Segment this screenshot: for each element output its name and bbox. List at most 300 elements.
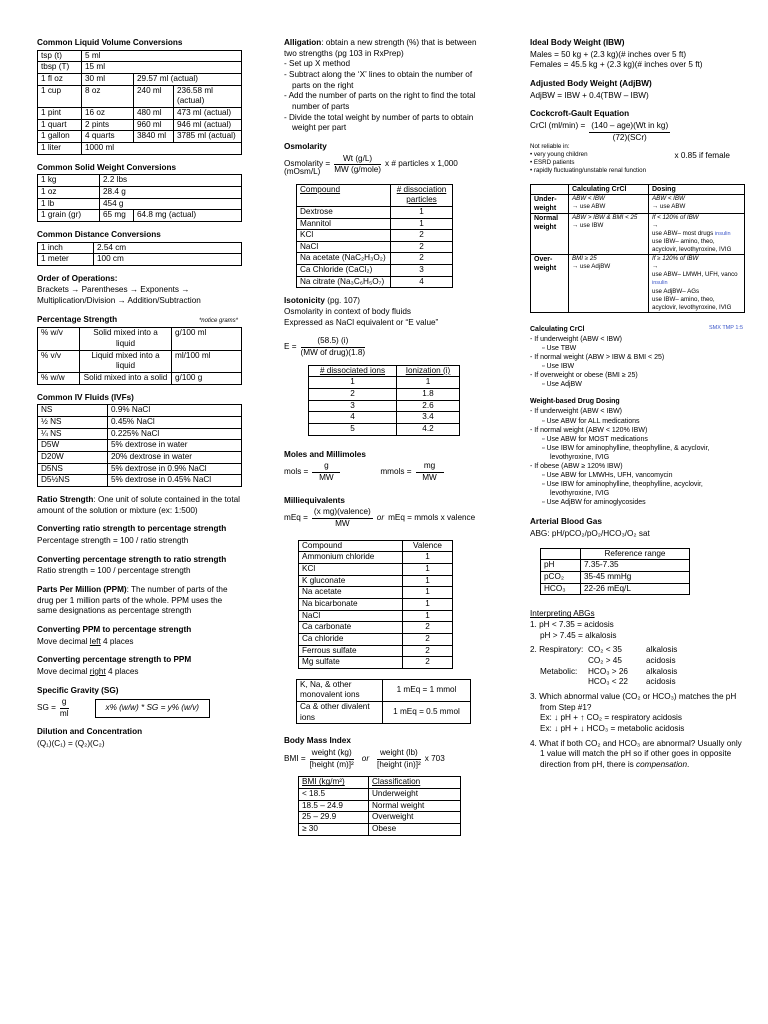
table-cell: 2	[403, 657, 453, 669]
table-row	[299, 575, 453, 587]
table-cell: ½ NS	[38, 417, 108, 429]
numerator: (58.5) (i)	[301, 336, 366, 348]
ratio-strength-section	[37, 495, 242, 516]
table-row	[297, 206, 453, 218]
table-cell: tbsp (T)	[38, 62, 82, 74]
table-row	[299, 824, 461, 836]
column-2	[284, 38, 489, 844]
table-row	[297, 230, 453, 242]
bmi-table	[298, 776, 461, 835]
table-row	[38, 350, 242, 372]
denominator: (72)(SCr)	[612, 132, 647, 142]
step-line	[530, 739, 745, 771]
table-cell: 15 ml	[82, 62, 242, 74]
list-item-text: rapidly fluctuating/unstable renal function	[533, 167, 647, 175]
list-item: - Set up X method	[284, 59, 489, 70]
table-row	[38, 62, 242, 74]
formula-rhs: mEq = mmols x valence	[388, 513, 476, 523]
list-item: • ESRD patients	[530, 159, 575, 167]
sub-list-item: ▫ Use ABW for MOST medications	[550, 435, 745, 444]
denominator: MW	[422, 472, 437, 482]
milliequivalents-title: Milliequivalents	[284, 495, 345, 505]
formula-lhs: BMI =	[284, 753, 306, 763]
cell-line: → use AdjBW	[572, 263, 611, 271]
table-cell: NaCl	[299, 610, 403, 622]
table-cell: 2	[403, 645, 453, 657]
meq-fraction	[312, 507, 373, 529]
table-cell: 4.2	[397, 424, 460, 436]
formula-lhs: mmols =	[380, 467, 412, 477]
distance-conversions-section	[37, 230, 242, 266]
table-row	[297, 276, 453, 288]
table-cell	[649, 255, 745, 313]
table-cell: 1 inch	[38, 242, 94, 254]
table-cell: g/100 g	[172, 373, 242, 385]
cell-line: ABW < IBW	[572, 194, 605, 202]
abg-result: acidosis	[646, 656, 676, 666]
iv-fluids-table	[37, 404, 242, 487]
table-cell: pH	[541, 560, 581, 572]
interpreting-abgs-section	[530, 609, 745, 770]
order-of-operations-line: Multiplication/Division → Addition/Subtraction	[37, 296, 201, 306]
row-label: Under-weight	[531, 194, 569, 213]
text-span: left	[89, 636, 101, 646]
column-header: Dosing	[649, 184, 745, 194]
text-span: Move decimal	[37, 636, 90, 646]
table-row	[531, 213, 745, 254]
table-cell: 28.4 g	[100, 186, 242, 198]
table-row	[541, 572, 690, 584]
denominator: MW	[335, 518, 350, 528]
table-row	[38, 452, 242, 464]
column-header: Reference range	[581, 548, 690, 560]
list-item	[530, 335, 745, 353]
sub-list-item: ▫ Use IBW for aminophylline, theophylline, & acyclovir, levothyroxine, IVIG	[550, 444, 745, 462]
table-cell: Solid mixed into a solid	[80, 373, 172, 385]
percent-to-ratio-title: Converting percentage strength to ratio strength	[37, 554, 227, 564]
table-cell: Na acetate	[299, 587, 403, 599]
table-cell: 16 oz	[82, 107, 134, 119]
calculating-crcl-section	[530, 325, 745, 390]
distance-conversions-table	[37, 242, 242, 266]
cell-line: use ABW– LMWH, UFH, vanco	[652, 271, 738, 279]
text-span: 4 places	[100, 636, 134, 646]
table-row	[297, 265, 453, 277]
table-row	[309, 400, 460, 412]
table-cell: Ca Chloride (CaCl₂)	[297, 265, 391, 277]
table-cell: 35-45 mmHg	[581, 572, 690, 584]
table-row	[38, 254, 242, 266]
list-item: - Add the number of parts on the right to find the total number of parts	[284, 91, 489, 112]
text-span: Move decimal	[37, 666, 90, 676]
table-cell: D20W	[38, 452, 108, 464]
table-cell: 473 ml (actual)	[174, 107, 242, 119]
percentage-strength-note: *notice grams*	[198, 317, 238, 324]
osmolarity-section	[284, 142, 489, 289]
list-item-text: If normal weight (ABW < 120% IBW)	[534, 426, 648, 434]
denominator: [height (m)]²	[309, 759, 354, 769]
sub-list-item: ▫ Use ABW for ALL medications	[550, 417, 745, 426]
table-header-row	[531, 184, 745, 194]
iv-fluids-section	[37, 393, 242, 487]
table-row	[38, 50, 242, 62]
table-row	[297, 253, 453, 265]
or-text: or	[361, 753, 370, 763]
table-cell: NaCl	[297, 241, 391, 253]
abg-value: HCO₃ < 22	[588, 677, 628, 687]
table-row	[38, 175, 242, 187]
table-row	[299, 587, 453, 599]
cell-line: If ≥ 120% of IBW	[652, 255, 699, 263]
alligation-steps	[284, 59, 489, 134]
handwritten-note: insulin	[714, 230, 731, 237]
list-item-text: If underweight (ABW < IBW)	[534, 335, 623, 343]
table-cell: 1.8	[397, 389, 460, 401]
table-cell: 5 ml	[82, 50, 242, 62]
blank-header	[541, 548, 581, 560]
order-of-operations-title: Order of Operations:	[37, 273, 118, 283]
list-item-text: If underweight (ABW < IBW)	[534, 408, 623, 416]
percent-to-ppm-section	[37, 655, 242, 677]
percentage-strength-section	[37, 315, 242, 385]
table-cell: 7.35-7.35	[581, 560, 690, 572]
column-header: # dissociated ions	[309, 365, 397, 377]
column-header: Compound	[299, 540, 403, 552]
alligation-title: Alligation	[284, 38, 322, 47]
list-item-text: If overweight or obese (BMI ≥ 25)	[534, 372, 638, 380]
table-row	[531, 194, 745, 213]
table-cell: 3	[391, 265, 453, 277]
sub-list-item: ▫ Use ABW for LMWHs, UFH, vancomycin	[550, 471, 745, 480]
list-item	[530, 353, 745, 371]
table-cell: 5% dextrose in 0.45% NaCl	[108, 475, 242, 487]
list-item	[530, 371, 745, 389]
sub-list-item: ▫ Use IBW	[550, 362, 745, 371]
abg-result: alkalosis	[646, 666, 678, 676]
table-cell: 1 mEq = 0.5 mmol	[383, 702, 471, 724]
table-row	[309, 424, 460, 436]
table-header-row	[299, 777, 461, 789]
table-cell	[569, 213, 649, 254]
table-cell: tsp (t)	[38, 50, 82, 62]
table-cell: Overweight	[369, 812, 461, 824]
table-cell: 1 meter	[38, 254, 94, 266]
abg-title: Arterial Blood Gas	[530, 517, 602, 527]
abg-result: acidosis	[646, 677, 676, 687]
numerator: (140 – age)(Wt in kg)	[589, 121, 670, 133]
cell-line: → use IBW	[572, 221, 604, 229]
table-cell: 3840 ml	[134, 131, 174, 143]
mols-fraction	[312, 461, 340, 483]
table-row	[38, 85, 242, 107]
table-cell: 1	[403, 575, 453, 587]
cell-line: BMI ≥ 25	[572, 255, 597, 263]
osmolarity-fraction	[334, 154, 381, 176]
table-row	[297, 702, 471, 724]
table-cell: K gluconate	[299, 575, 403, 587]
denominator: ml	[59, 708, 69, 718]
dosing-section	[530, 184, 745, 313]
sub-list-item: ▫ Use AdjBW	[550, 380, 745, 389]
cockcroft-gault-title: Cockcroft-Gault Equation	[530, 109, 630, 119]
table-cell: 8 oz	[82, 85, 134, 107]
table-cell: 1 liter	[38, 142, 82, 154]
table-row	[531, 255, 745, 313]
table-cell: 1 pint	[38, 107, 82, 119]
table-cell: < 18.5	[299, 789, 369, 801]
formula-lhs: SG =	[37, 702, 56, 712]
table-cell: 1	[403, 587, 453, 599]
table-cell: Ca chloride	[299, 633, 403, 645]
sg-formula-box: x% (w/w) * SG = y% (w/v)	[95, 699, 210, 718]
percentage-strength-table	[37, 327, 242, 384]
table-cell: Mannitol	[297, 218, 391, 230]
specific-gravity-section	[37, 686, 242, 720]
table-cell: 5% dextrose in 0.9% NaCl	[108, 463, 242, 475]
table-cell: KCl	[299, 563, 403, 575]
table-cell: Obese	[369, 824, 461, 836]
table-cell: 3785 ml (actual)	[174, 131, 242, 143]
table-cell: ml/100 ml	[172, 350, 242, 372]
or-text: or	[376, 513, 385, 523]
weight-based-dosing-list	[530, 407, 745, 507]
handwritten-note: SMX TMP 1:5	[708, 324, 743, 331]
percentage-strength-title: Percentage Strength	[37, 314, 118, 324]
table-row	[299, 812, 461, 824]
table-cell: ¼ NS	[38, 428, 108, 440]
list-item-text: If normal weight (ABW > IBW & BMI < 25)	[534, 353, 665, 361]
table-cell: 4	[391, 276, 453, 288]
denominator: (MW of drug)(1.8)	[300, 348, 366, 358]
numerator: mg	[416, 461, 444, 473]
list-item	[530, 462, 745, 507]
table-row	[299, 800, 461, 812]
table-row	[38, 428, 242, 440]
table-cell: 65 mg	[100, 210, 134, 222]
ratio-to-percent-formula: Percentage strength = 100 / ratio strength	[37, 535, 189, 545]
cell-line: use ABW– most drugs	[652, 229, 714, 237]
table-row	[38, 405, 242, 417]
specific-gravity-title: Specific Gravity (SG)	[37, 685, 119, 695]
bmi-title: Body Mass Index	[284, 736, 351, 746]
column-header: Calculating CrCl	[569, 184, 649, 194]
table-cell: D5NS	[38, 463, 108, 475]
denominator: [height (in)]²	[377, 759, 421, 769]
abg-section	[530, 517, 745, 595]
table-row	[299, 657, 453, 669]
cockcroft-gault-section	[530, 109, 745, 175]
e-value-fraction	[301, 336, 366, 358]
table-cell: KCl	[297, 230, 391, 242]
column-header: Valence	[403, 540, 453, 552]
ppm-section	[37, 585, 242, 617]
bmi-section	[284, 736, 489, 835]
cell-line: →	[652, 221, 659, 229]
isotonicity-line: Expressed as NaCl equivalent or “E value”	[284, 317, 439, 327]
table-row	[299, 610, 453, 622]
denominator: MW	[319, 472, 334, 482]
abg-subtitle: ABG: pH/pCO₂/pO₂/HCO₃/O₂ sat	[530, 529, 650, 539]
order-of-operations-section	[37, 274, 242, 307]
table-cell: g/100 ml	[172, 328, 242, 350]
liquid-conversions-title: Common Liquid Volume Conversions	[37, 38, 183, 47]
table-header-row	[299, 540, 453, 552]
table-cell: 22-26 mEq/L	[581, 583, 690, 595]
table-cell: Solid mixed into a liquid	[80, 328, 172, 350]
isotonicity-section	[284, 296, 489, 435]
table-cell: 1000 ml	[82, 142, 242, 154]
dilution-section	[37, 727, 242, 749]
table-row	[38, 463, 242, 475]
table-row	[38, 131, 242, 143]
formula-lhs: CrCl (ml/min) =	[530, 120, 586, 130]
table-row	[309, 412, 460, 424]
formula-rhs: x # particles x 1,000	[385, 159, 458, 169]
table-cell: ≥ 30	[299, 824, 369, 836]
table-cell	[649, 194, 745, 213]
formula-lhs: mols =	[284, 467, 309, 477]
not-reliable-list	[530, 151, 646, 175]
text-span: right	[89, 666, 106, 676]
weight-based-dosing-section	[530, 397, 745, 507]
table-cell: 1	[403, 563, 453, 575]
cell-line: → use ABW	[572, 202, 606, 210]
table-cell: Ca carbonate	[299, 622, 403, 634]
ratio-to-percent-title: Converting ratio strength to percentage strength	[37, 524, 227, 534]
table-row	[38, 73, 242, 85]
cell-line: use AdjBW– AGs	[652, 287, 700, 295]
isotonicity-line: Osmolarity in context of body fluids	[284, 307, 411, 317]
table-cell: 2	[391, 241, 453, 253]
table-cell: 30 ml	[82, 73, 134, 85]
valence-table	[298, 540, 453, 669]
cell-line: ABW > IBW & BMI < 25	[572, 213, 638, 221]
table-cell: 100 cm	[94, 254, 242, 266]
table-cell: 1	[391, 218, 453, 230]
table-row	[297, 241, 453, 253]
isotonicity-title: Isotonicity	[284, 296, 325, 306]
table-row	[38, 373, 242, 385]
ratio-to-percent-section	[37, 524, 242, 546]
step-text: compensation	[636, 759, 687, 769]
solid-conversions-title: Common Solid Weight Conversions	[37, 162, 177, 172]
percent-to-ratio-formula: Ratio strength = 100 / percentage strength	[37, 566, 191, 576]
table-cell: 0.9% NaCl	[108, 405, 242, 417]
table-row	[38, 328, 242, 350]
page-ref: (pg. 107)	[324, 296, 360, 306]
column-1	[37, 38, 242, 758]
table-cell: 2.6	[397, 400, 460, 412]
table-cell: Dextrose	[297, 206, 391, 218]
column-header: Ionization (i)	[397, 365, 460, 377]
table-cell: 2.54 cm	[94, 242, 242, 254]
row-label: Normal weight	[531, 213, 569, 254]
cell-line: use IBW– amino, theo, acyclovir, levothyroxine, IVIG	[652, 295, 732, 311]
dilution-formula: (Q₁)(C₁) = (Q₂)(C₂)	[37, 739, 105, 749]
table-row	[38, 198, 242, 210]
dosing-table	[530, 184, 745, 313]
table-cell: 1	[397, 377, 460, 389]
table-cell: 1	[403, 610, 453, 622]
numerator: weight (lb)	[377, 748, 421, 760]
adjbw-section	[530, 79, 745, 101]
numerator: Wt (g/L)	[334, 154, 381, 166]
ibw-title: Ideal Body Weight (IBW)	[530, 38, 625, 47]
table-cell: Ammonium chloride	[299, 552, 403, 564]
table-cell: 1	[403, 552, 453, 564]
table-cell	[569, 255, 649, 313]
table-cell: 5% dextrose in water	[108, 440, 242, 452]
step-line: Ex: ↓ pH + ↓ HCO₃ = metabolic acidosis	[540, 723, 685, 733]
mmols-fraction	[416, 461, 444, 483]
list-item-text: If obese (ABW ≥ 120% IBW)	[534, 463, 623, 470]
step-line: Metabolic:	[540, 666, 578, 676]
liquid-conversions-table	[37, 50, 242, 155]
table-cell: 2	[391, 253, 453, 265]
handwritten-note: insulin	[652, 280, 668, 287]
table-cell: 236.58 ml (actual)	[174, 85, 242, 107]
sub-list-item: ▫ Use IBW for aminophylline, theophylline, acyclovir, levothyroxine, IVIG	[550, 480, 745, 498]
table-cell: Mg sulfate	[299, 657, 403, 669]
table-row	[38, 242, 242, 254]
table-cell: 1	[309, 377, 397, 389]
column-header: BMI (kg/m²)	[299, 777, 369, 789]
table-cell: 2	[403, 622, 453, 634]
table-cell: 18.5 – 24.9	[299, 800, 369, 812]
table-cell: 4	[309, 412, 397, 424]
table-row	[299, 622, 453, 634]
table-row	[309, 377, 460, 389]
ibw-female-formula: Females = 45.5 kg + (2.3 kg)(# inches over 5 ft)	[530, 60, 703, 70]
list-item	[530, 407, 745, 425]
table-cell: 480 ml	[134, 107, 174, 119]
formula-lhs: Osmolarity =	[284, 159, 331, 169]
sub-list-item: ▫ Use AdjBW for aminoglycosides	[550, 498, 745, 507]
blank-header	[531, 184, 569, 194]
list-item-text: ESRD patients	[533, 159, 575, 167]
ratio-strength-text: : One unit of solute contained in the total amount of the solution or mixture (ex: 1:500)	[37, 494, 240, 515]
table-cell: 1 lb	[38, 198, 100, 210]
step-line: pH > 7.45 = alkalosis	[540, 630, 617, 640]
table-cell: 5	[309, 424, 397, 436]
table-cell: 2	[391, 230, 453, 242]
list-item: - Divide the total weight by number of parts to obtain weight per part	[284, 113, 489, 134]
formula-lhs: mEq =	[284, 513, 308, 523]
table-cell: D5½NS	[38, 475, 108, 487]
cell-line: use IBW– amino, theo, acyclovir, levothyroxine, IVIG	[652, 238, 732, 254]
table-cell: 1	[391, 206, 453, 218]
percent-to-ppm-title: Converting percentage strength to PPM	[37, 655, 192, 665]
column-header: Classification	[369, 777, 461, 789]
table-cell: 2	[309, 389, 397, 401]
table-cell	[569, 194, 649, 213]
moles-section	[284, 450, 489, 484]
table-cell: 1 oz	[38, 186, 100, 198]
table-row	[38, 119, 242, 131]
table-row	[299, 645, 453, 657]
table-cell: 29.57 ml (actual)	[134, 73, 242, 85]
ion-equivalence-table	[296, 679, 471, 725]
formula-lhs: E =	[284, 342, 297, 352]
not-reliable-label: Not reliable in:	[530, 143, 570, 151]
table-cell: 960 ml	[134, 119, 174, 131]
table-cell: 1 kg	[38, 175, 100, 187]
dilution-title: Dilution and Concentration	[37, 727, 143, 737]
table-cell: D5W	[38, 440, 108, 452]
moles-title: Moles and Millimoles	[284, 449, 366, 459]
table-row	[299, 563, 453, 575]
table-cell: 2 pints	[82, 119, 134, 131]
